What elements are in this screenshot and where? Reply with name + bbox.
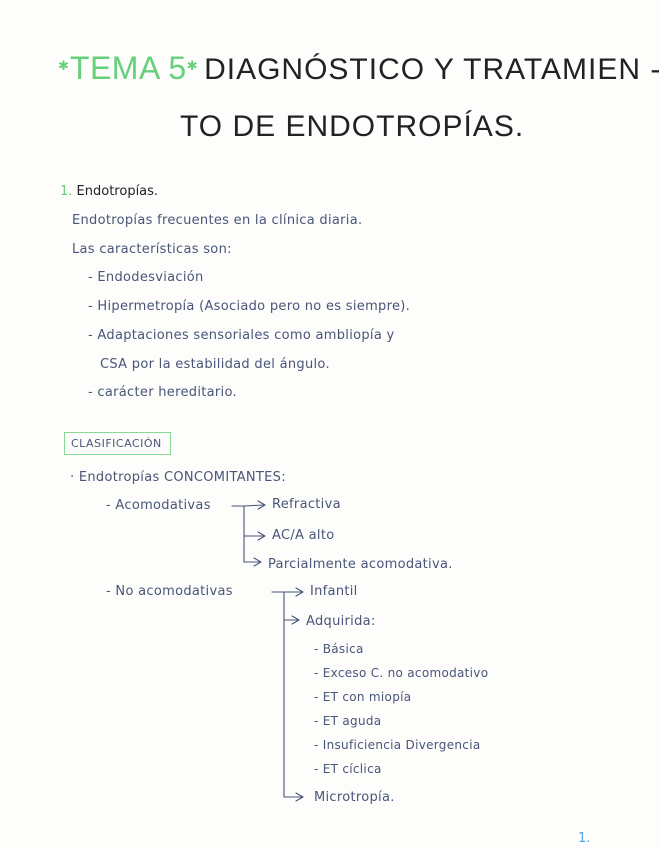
no-acomodativa-item: Adquirida: xyxy=(306,614,376,629)
concomitantes-heading: · Endotropías CONCOMITANTES: xyxy=(70,470,286,485)
page-number: 1. xyxy=(578,831,591,846)
feature-item: - Adaptaciones sensoriales como ambliopía y xyxy=(88,328,395,343)
adquirida-item: - Exceso C. no acomodativo xyxy=(314,666,489,680)
acomodativas-bracket xyxy=(232,506,260,562)
section-title: Endotropías. xyxy=(76,184,159,199)
no-acomodativas-bracket xyxy=(272,592,302,797)
no-acomodativas-label: - No acomodativas xyxy=(106,584,233,599)
title-main-2: TO DE ENDOTROPÍAS. xyxy=(180,110,525,143)
acomodativa-item: AC/A alto xyxy=(272,528,335,543)
feature-item: - Hipermetropía (Asociado pero no es siempre). xyxy=(88,299,411,314)
microtropia-item: Microtropía. xyxy=(314,790,395,805)
intro-text: Endotropías frecuentes en la clínica diaria. xyxy=(72,213,363,228)
adquirida-item: - Insuficiencia Divergencia xyxy=(314,738,481,752)
feature-item: - carácter hereditario. xyxy=(88,385,237,400)
title-main-1: DIAGNÓSTICO Y TRATAMIEN - xyxy=(204,53,661,86)
clasificacion-box: CLASIFICACIÓN xyxy=(64,432,171,455)
feature-item: - Endodesviación xyxy=(88,270,204,285)
star-icon: ✱ xyxy=(58,58,70,73)
section-number: 1. xyxy=(60,184,73,199)
feature-item: CSA por la estabilidad del ángulo. xyxy=(100,357,330,372)
adquirida-item: - ET con miopía xyxy=(314,690,412,704)
adquirida-item: - ET aguda xyxy=(314,714,382,728)
acomodativa-item: Parcialmente acomodativa. xyxy=(268,557,453,572)
no-acomodativa-item: Infantil xyxy=(310,584,358,599)
acomodativa-item: Refractiva xyxy=(272,497,341,512)
acomodativas-label: - Acomodativas xyxy=(106,498,211,513)
star-icon: ✱ xyxy=(186,58,199,73)
adquirida-item: - Básica xyxy=(314,642,364,656)
adquirida-item: - ET cíclica xyxy=(314,762,382,776)
tema-label: TEMA 5 xyxy=(69,50,187,86)
features-label: Las características son: xyxy=(72,242,232,257)
